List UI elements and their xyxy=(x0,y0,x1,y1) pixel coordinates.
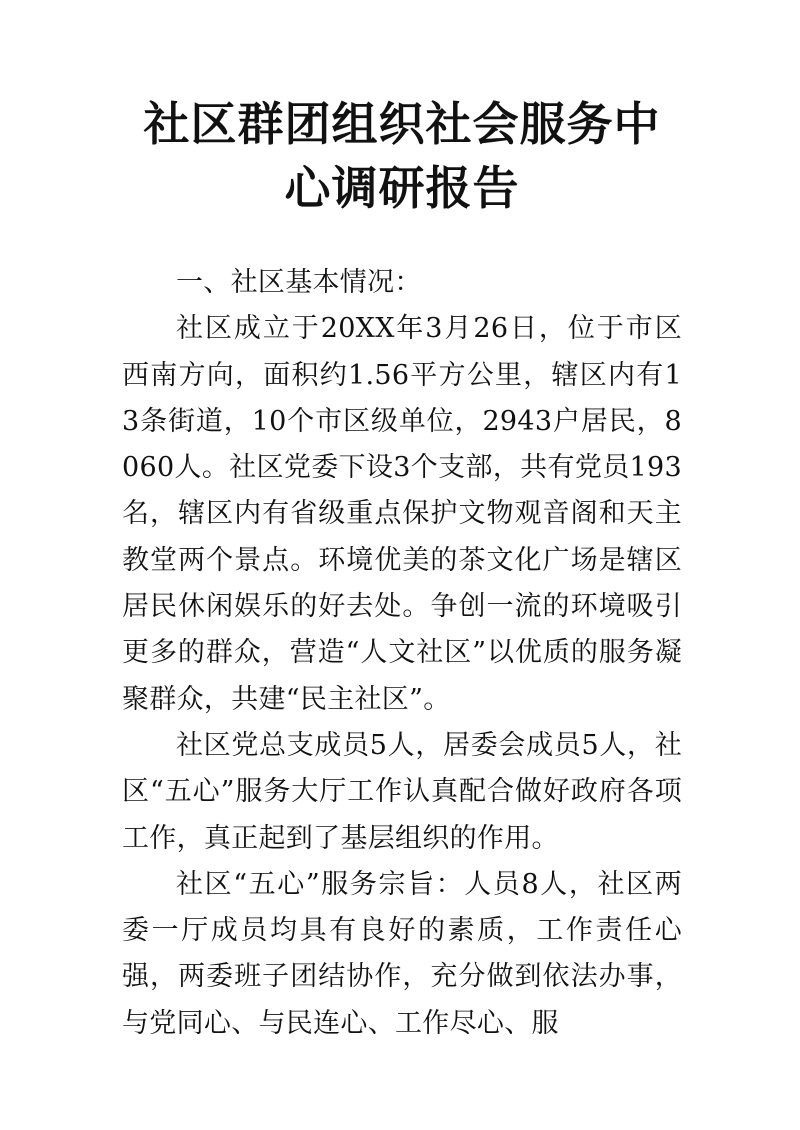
paragraph-service-tenet: 社区“五心”服务宗旨：人员8人，社区两委一厅成员均具有良好的素质，工作责任心强，两委班子团结协作，充分做到依法办事，与党同心、与民连心、工作尽心、服 xyxy=(122,868,682,1039)
title-line-1: 社区群团组织社会服务中 xyxy=(143,97,661,151)
document-title xyxy=(122,92,682,220)
section-heading-basic-info: 一、社区基本情况： xyxy=(176,267,422,298)
paragraph-community-overview: 社区成立于20XX年3月26日，位于市区西南方向，面积约1.56平方公里，辖区内有13条街道，10个市区级单位，2943户居民，8060人。社区党委下设3个支部，共有党员193名，辖区内有省级重点保护文物观音阁和天主教堂两个景点。环境优美的茶文化广场是辖区居民休闲娱乐的好去处。争创一流的环境吸引更多的群众，营造“人文社区”以优质的服务凝聚群众，共建“民主社区”。 xyxy=(122,313,682,715)
document-body xyxy=(122,260,682,1047)
paragraph-committee-members: 社区党总支成员5人，居委会成员5人，社区“五心”服务大厅工作认真配合做好政府各项工作，真正起到了基层组织的作用。 xyxy=(122,729,682,854)
title-line-2: 心调研报告 xyxy=(284,161,520,215)
